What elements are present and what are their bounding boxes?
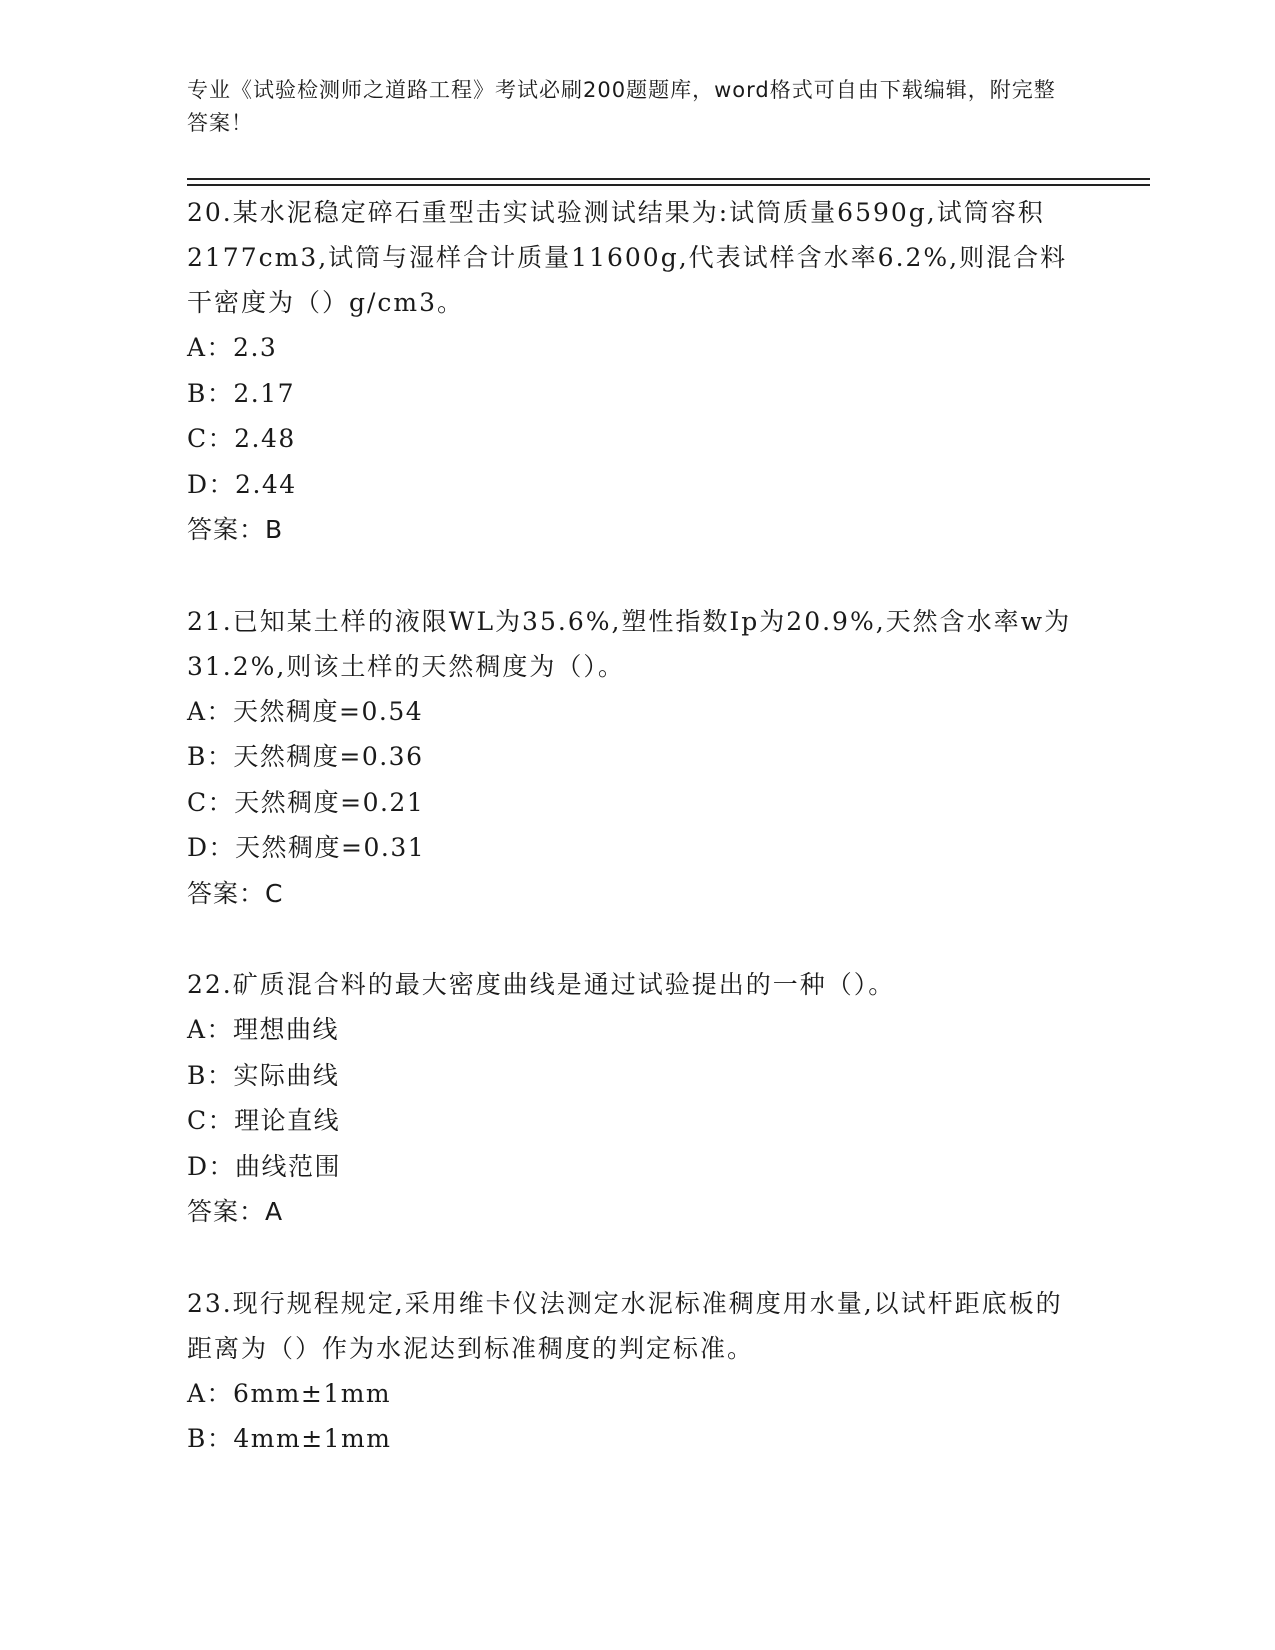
answer-line: 答案：A: [187, 1197, 284, 1226]
option-a: A：2.3: [187, 333, 278, 362]
option-d: D：2.44: [187, 469, 297, 499]
question-20: [187, 190, 1087, 553]
option-b: B：4mm±1mm: [187, 1424, 392, 1453]
option-a: A：6mm±1mm: [187, 1378, 392, 1408]
option-c: C：理论直线: [187, 1106, 341, 1135]
option-b: B：天然稠度=0.36: [187, 742, 424, 771]
question-stem: 20.某水泥稳定碎石重型击实试验测试结果为:试筒质量6590g,试筒容积2177cm3,试筒与湿样合计质量11600g,代表试样含水率6.2%,则混合料干密度为（）g/cm3。: [187, 198, 1068, 317]
option-a: A：理想曲线: [187, 1015, 340, 1044]
question-22: [187, 962, 1087, 1235]
document-header: 专业《试验检测师之道路工程》考试必刷200题题库，word格式可自由下载编辑，附完整答案！: [187, 78, 1056, 135]
question-21: [187, 599, 1087, 917]
option-c: C：天然稠度=0.21: [187, 787, 425, 817]
option-c: C：2.48: [187, 424, 296, 453]
option-a: A：天然稠度=0.54: [187, 696, 424, 726]
question-list: [187, 190, 1087, 1508]
option-d: D：天然稠度=0.31: [187, 833, 426, 862]
question-stem: 22.矿质混合料的最大密度曲线是通过试验提出的一种（）。: [187, 970, 896, 999]
answer-line: 答案：C: [187, 878, 284, 908]
answer-line: 答案：B: [187, 515, 284, 544]
option-b: B：实际曲线: [187, 1060, 340, 1090]
question-stem: 21.已知某土样的液限WL为35.6%,塑性指数Ip为20.9%,天然含水率w为31.2%,则该土样的天然稠度为（）。: [187, 606, 1072, 681]
header-divider-bottom: [187, 184, 1150, 186]
option-b: B：2.17: [187, 378, 296, 408]
question-stem: 23.现行规程规定,采用维卡仪法测定水泥标准稠度用水量,以试杆距底板的距离为（）作为水泥达到标准稠度的判定标准。: [187, 1288, 1063, 1363]
question-23: [187, 1281, 1087, 1462]
header-divider-top: [187, 178, 1150, 180]
option-d: D：曲线范围: [187, 1151, 342, 1181]
